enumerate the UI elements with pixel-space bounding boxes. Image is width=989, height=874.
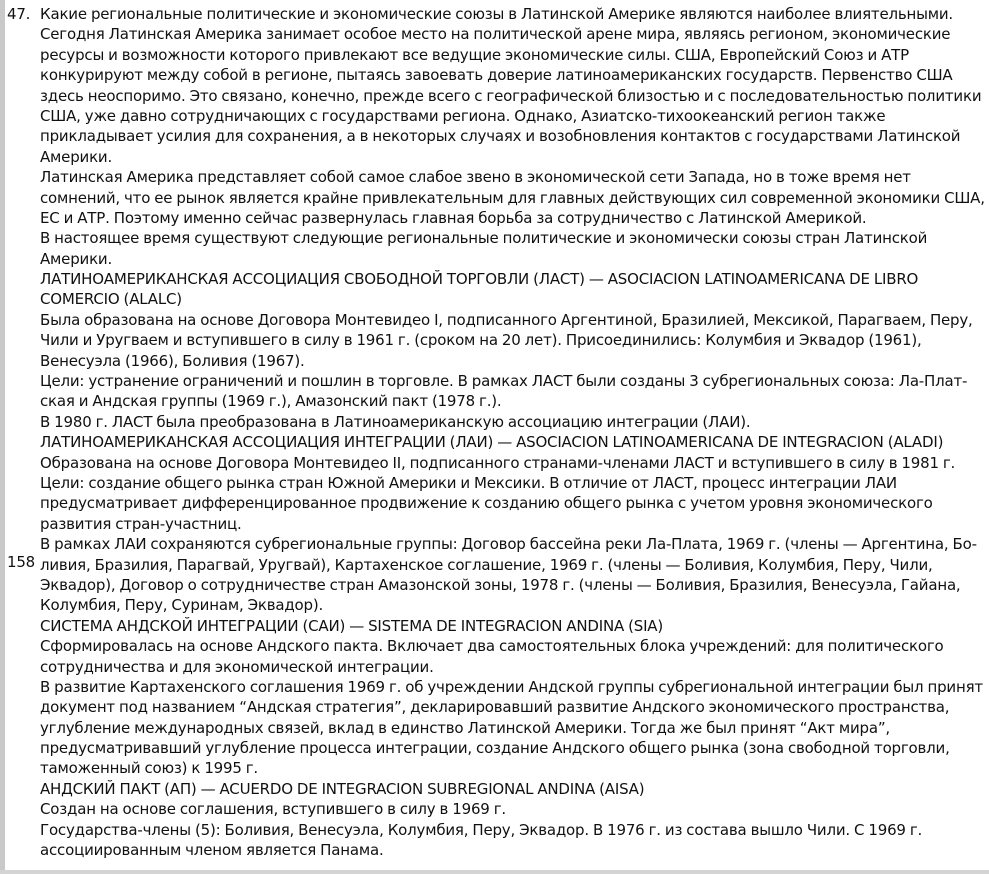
text-line: ливия, Бразилия, Парагвай, Уругвай), Картахенское соглашение, 1969 г. (члены — Боливия, Колумбия, Перу, Чили, xyxy=(40,555,933,574)
text-line: ская и Андская группы (1969 г.), Амазонский пакт (1978 г.). xyxy=(40,392,502,411)
text-line: Америки. xyxy=(40,249,113,268)
text-line: Чили и Уругваем и вступившего в силу в 1961 г. (сроком на 20 лет). Присоединились: Колумбия и Эквадор (1961), xyxy=(40,331,922,350)
text-line: Цели: создание общего рынка стран Южной Америки и Мексики. В отличие от ЛАСТ, процесс интеграции ЛАИ xyxy=(40,473,897,492)
text-line: ЛАТИНОАМЕРИКАНСКАЯ АССОЦИАЦИЯ СВОБОДНОЙ ТОРГОВЛИ (ЛАСТ) — ASOCIACION LATINOAMERICANA DE LIBRO xyxy=(40,270,919,289)
text-line: Была образована на основе Договора Монтевидео I, подписанного Аргентиной, Бразилией, Мексикой, Парагваем, Перу, xyxy=(40,310,973,329)
text-line: Создан на основе соглашения, вступившего в силу в 1969 г. xyxy=(40,800,506,819)
text-line: Колумбия, Перу, Суринам, Эквадор). xyxy=(40,596,324,615)
text-line: предусматривает дифференцированное продвижение к созданию общего рынка с учетом уровня экономического xyxy=(40,494,933,513)
margin-page-number: 158 xyxy=(7,553,36,571)
bottom-border-strip xyxy=(0,870,989,874)
text-line: ЕС и АТР. Поэтому именно сейчас развернулась главная борьба за сотрудничество с Латинской Америкой. xyxy=(40,208,867,227)
text-line: В рамках ЛАИ сохраняются субрегиональные группы: Договор бассейна реки Ла-Плата, 1969 г. (члены — Аргентина, Бо- xyxy=(40,535,977,554)
text-line: сомнений, что ее рынок является крайне привлекательным для главных действующих сил современной экономики США, xyxy=(40,188,985,207)
text-line: таможенный союз) к 1995 г. xyxy=(40,759,259,778)
text-line: Сформировалась на основе Андского пакта. Включает два самостоятельных блока учреждений: для политического xyxy=(40,637,944,656)
text-line: АНДСКИЙ ПАКТ (АП) — ACUERDO DE INTEGRACION SUBREGIONAL ANDINA (AISA) xyxy=(40,779,645,798)
text-line: Образована на основе Договора Монтевидео II, подписанного странами-членами ЛАСТ и вступившего в силу в 1981 г. xyxy=(40,453,956,472)
text-line: конкурируют между собой в регионе, пытаясь завоевать доверие латиноамериканских государств. Первенство США xyxy=(40,66,953,85)
question-number: 47. xyxy=(7,5,31,23)
answer-text xyxy=(40,4,985,860)
text-line: развития стран-участниц. xyxy=(40,514,242,533)
text-line: В 1980 г. ЛАСТ была преобразована в Латиноамериканскую ассоциацию интеграции (ЛАИ). xyxy=(40,412,751,431)
text-line: Америки. xyxy=(40,147,113,166)
text-line: Сегодня Латинская Америка занимает особое место на политической арене мира, являясь регионом, экономические xyxy=(40,25,951,44)
text-line: СИСТЕМА АНДСКОЙ ИНТЕГРАЦИИ (САИ) — SISTEMA DE INTEGRACION ANDINA (SIA) xyxy=(40,616,664,635)
text-line: Какие региональные политические и экономические союзы в Латинской Америке являются наиболее влиятельными. xyxy=(40,5,953,23)
text-line: ЛАТИНОАМЕРИКАНСКАЯ АССОЦИАЦИЯ ИНТЕГРАЦИИ (ЛАИ) — ASOCIACION LATINOAMERICANA DE INTEGRACION (ALADI) xyxy=(40,433,944,452)
text-line: Венесуэла (1966), Боливия (1967). xyxy=(40,351,305,370)
text-line: документ под названием “Андская стратегия”, декларировавший развитие Андского экономического пространства, xyxy=(40,698,950,717)
text-line: предусматривавший углубление процесса интеграции, создание Андского общего рынка (зона свободной торговли, xyxy=(40,739,950,758)
text-line: ассоциированным членом является Панама. xyxy=(40,841,384,860)
text-line: ресурсы и возможности которого привлекают все ведущие экономические силы. США, Европейский Союз и АТР xyxy=(40,45,909,64)
text-line: В развитие Картахенского соглашения 1969 г. об учреждении Андской группы субрегиональной интеграции был принят xyxy=(40,677,983,696)
left-border-strip xyxy=(0,0,5,874)
text-line: углубление международных связей, вклад в единство Латинской Америки. Тогда же был принят “Акт мира”, xyxy=(40,718,890,737)
text-line: Государства-члены (5): Боливия, Венесуэла, Колумбия, Перу, Эквадор. В 1976 г. из состава вышло Чили. С 1969 г. xyxy=(40,820,923,839)
text-line: COMERCIO (ALALC) xyxy=(40,290,182,309)
text-line: Цели: устранение ограничений и пошлин в торговле. В рамках ЛАСТ были созданы 3 субрегиональных союза: Ла-Плат- xyxy=(40,372,968,391)
text-line: Эквадор), Договор о сотрудничестве стран Амазонской зоны, 1978 г. (члены — Боливия, Бразилия, Венесуэла, Гайана, xyxy=(40,575,961,594)
text-line: здесь неоспоримо. Это связано, конечно, прежде всего с географической близостью и с последовательностью политики xyxy=(40,86,982,105)
text-line: Латинская Америка представляет собой самое слабое звено в экономической сети Запада, но в тоже время нет xyxy=(40,168,911,187)
text-line: сотрудничества и для экономической интеграции. xyxy=(40,657,434,676)
text-line: В настоящее время существуют следующие региональные политические и экономически союзы стран Латинской xyxy=(40,229,928,248)
text-line: США, уже давно сотрудничающих с государствами региона. Однако, Азиатско-тихоокеанский регион также xyxy=(40,106,886,125)
text-line: прикладывает усилия для сохранения, а в некоторых случаях и возобновления контактов с государствами Латинской xyxy=(40,127,961,146)
